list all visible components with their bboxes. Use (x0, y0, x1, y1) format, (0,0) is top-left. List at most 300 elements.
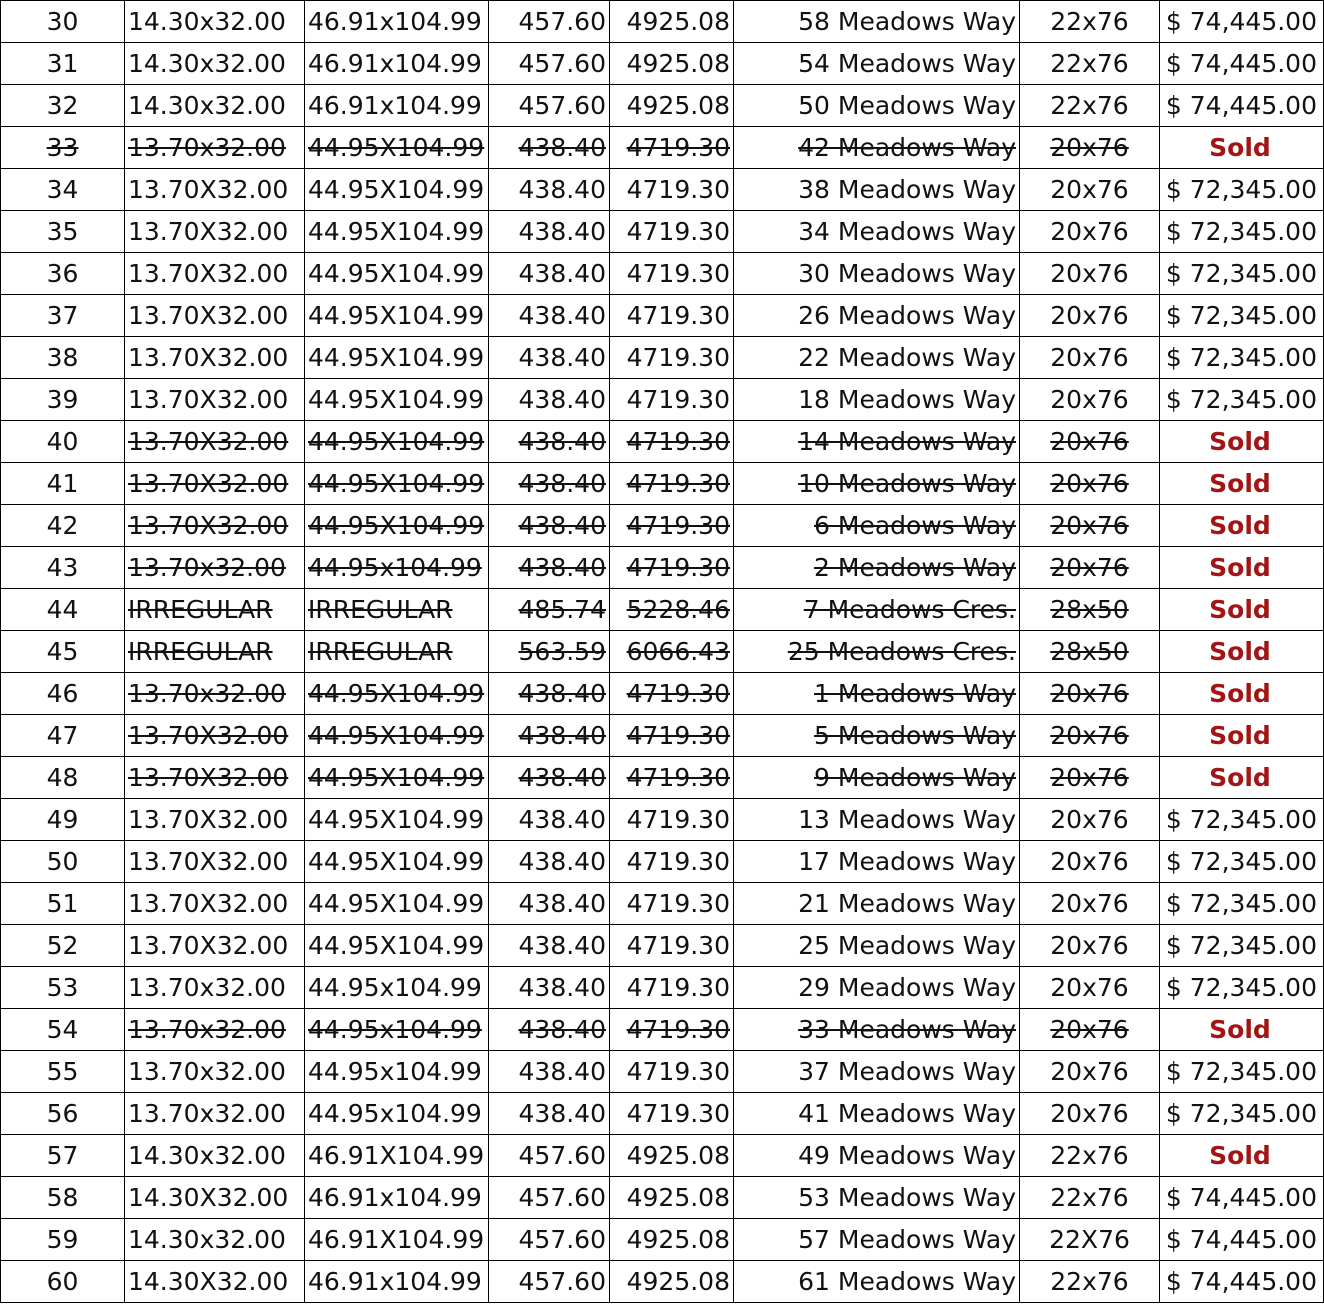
house-size-cell (1020, 673, 1160, 715)
area-sq-ft-cell (610, 757, 734, 799)
house-size-text: 20x76 (1050, 133, 1129, 162)
lot-size-text: 44.95x104.99 (308, 1057, 482, 1086)
house-size-text: 22x76 (1050, 1267, 1129, 1296)
house-size-cell (1020, 841, 1160, 883)
lot-number-text: 48 (46, 763, 79, 792)
building-size-cell (125, 967, 305, 1009)
area-sq-ft-cell (610, 1177, 734, 1219)
lot-number-cell (1, 883, 125, 925)
lot-size-text: 44.95X104.99 (308, 259, 485, 288)
area-sq-m-text: 438.40 (518, 385, 606, 414)
price-cell (1160, 1093, 1324, 1135)
price-cell (1160, 463, 1324, 505)
building-size-cell (125, 85, 305, 127)
building-size-text: 14.30x32.00 (128, 1141, 286, 1170)
table-row (1, 673, 1324, 715)
building-size-text: 14.30x32.00 (128, 7, 286, 36)
area-sq-ft-text: 4719.30 (626, 343, 730, 372)
building-size-text: 14.30x32.00 (128, 49, 286, 78)
address-cell (734, 1135, 1020, 1177)
area-sq-m-cell (489, 337, 610, 379)
table-row (1, 589, 1324, 631)
price-cell (1160, 925, 1324, 967)
lot-number-cell (1, 1009, 125, 1051)
lot-size-text: 44.95X104.99 (308, 805, 485, 834)
house-size-text: 20x76 (1050, 301, 1129, 330)
lot-size-text: 44.95X104.99 (308, 679, 485, 708)
lot-size-cell (305, 1135, 489, 1177)
address-cell (734, 127, 1020, 169)
price-text: Sold (1209, 511, 1271, 540)
price-text: $ 72,345.00 (1165, 217, 1317, 246)
building-size-text: 13.70x32.00 (128, 133, 286, 162)
area-sq-ft-cell (610, 799, 734, 841)
lot-size-text: 44.95X104.99 (308, 133, 485, 162)
lot-number-cell (1, 211, 125, 253)
address-cell (734, 253, 1020, 295)
lot-size-text: 44.95x104.99 (308, 1015, 482, 1044)
price-cell (1160, 1177, 1324, 1219)
area-sq-m-text: 457.60 (518, 1225, 606, 1254)
lot-number-text: 57 (46, 1141, 79, 1170)
table-row (1, 883, 1324, 925)
house-size-text: 20x76 (1050, 511, 1129, 540)
address-cell (734, 1177, 1020, 1219)
house-size-cell (1020, 925, 1160, 967)
table-row (1, 295, 1324, 337)
building-size-text: 13.70x32.00 (128, 553, 286, 582)
address-cell (734, 757, 1020, 799)
price-text: $ 74,445.00 (1165, 7, 1317, 36)
address-text: 58 Meadows Way (798, 7, 1016, 36)
area-sq-ft-text: 4925.08 (626, 1141, 730, 1170)
area-sq-m-text: 457.60 (518, 1267, 606, 1296)
price-text: Sold (1209, 637, 1271, 666)
lot-size-text: 44.95x104.99 (308, 973, 482, 1002)
building-size-text: 14.30X32.00 (128, 1267, 289, 1296)
address-cell (734, 547, 1020, 589)
table-row (1, 253, 1324, 295)
building-size-cell (125, 421, 305, 463)
price-cell (1160, 211, 1324, 253)
address-text: 9 Meadows Way (814, 763, 1016, 792)
price-cell (1160, 799, 1324, 841)
lot-number-cell (1, 841, 125, 883)
address-cell (734, 841, 1020, 883)
house-size-cell (1020, 295, 1160, 337)
price-text: $ 74,445.00 (1165, 1225, 1317, 1254)
table-row (1, 43, 1324, 85)
building-size-cell (125, 715, 305, 757)
lot-number-cell (1, 505, 125, 547)
area-sq-ft-text: 4925.08 (626, 49, 730, 78)
address-text: 61 Meadows Way (798, 1267, 1016, 1296)
table-row (1, 1093, 1324, 1135)
lot-number-text: 60 (46, 1267, 79, 1296)
address-cell (734, 1051, 1020, 1093)
house-size-text: 20x76 (1050, 217, 1129, 246)
price-text: $ 72,345.00 (1165, 973, 1317, 1002)
area-sq-m-cell (489, 1261, 610, 1303)
lot-size-cell (305, 43, 489, 85)
area-sq-m-cell (489, 1051, 610, 1093)
area-sq-m-cell (489, 1135, 610, 1177)
house-size-text: 20x76 (1050, 847, 1129, 876)
area-sq-ft-cell (610, 295, 734, 337)
building-size-cell (125, 463, 305, 505)
lot-number-text: 52 (46, 931, 79, 960)
address-text: 22 Meadows Way (798, 343, 1016, 372)
price-cell (1160, 1219, 1324, 1261)
house-size-cell (1020, 85, 1160, 127)
area-sq-ft-cell (610, 589, 734, 631)
lot-size-text: 46.91x104.99 (308, 1183, 482, 1212)
lot-size-cell (305, 295, 489, 337)
house-size-text: 20x76 (1050, 679, 1129, 708)
table-row (1, 967, 1324, 1009)
price-cell (1160, 505, 1324, 547)
house-size-cell (1020, 43, 1160, 85)
house-size-text: 20x76 (1050, 805, 1129, 834)
price-cell (1160, 1261, 1324, 1303)
address-text: 13 Meadows Way (798, 805, 1016, 834)
lot-number-text: 37 (46, 301, 79, 330)
price-cell (1160, 883, 1324, 925)
building-size-text: 13.70X32.00 (128, 847, 289, 876)
price-text: $ 74,445.00 (1165, 1183, 1317, 1212)
building-size-text: 13.70X32.00 (128, 931, 289, 960)
lot-number-text: 34 (46, 175, 79, 204)
address-text: 26 Meadows Way (798, 301, 1016, 330)
building-size-cell (125, 253, 305, 295)
table-row (1, 841, 1324, 883)
address-text: 18 Meadows Way (798, 385, 1016, 414)
area-sq-m-cell (489, 715, 610, 757)
address-text: 25 Meadows Way (798, 931, 1016, 960)
house-size-cell (1020, 1093, 1160, 1135)
lot-number-cell (1, 1051, 125, 1093)
area-sq-ft-text: 4719.30 (626, 175, 730, 204)
area-sq-ft-text: 4719.30 (626, 1015, 730, 1044)
lot-number-cell (1, 1219, 125, 1261)
area-sq-ft-cell (610, 1093, 734, 1135)
building-size-text: 13.70X32.00 (128, 763, 289, 792)
building-size-text: 13.70X32.00 (128, 721, 289, 750)
area-sq-ft-cell (610, 1, 734, 43)
house-size-cell (1020, 1009, 1160, 1051)
lots-table-body (1, 1, 1324, 1303)
house-size-text: 20x76 (1050, 553, 1129, 582)
building-size-cell (125, 211, 305, 253)
area-sq-m-cell (489, 673, 610, 715)
table-row (1, 1261, 1324, 1303)
lot-number-text: 30 (46, 7, 79, 36)
building-size-text: 13.70X32.00 (128, 343, 289, 372)
lot-number-text: 35 (46, 217, 79, 246)
building-size-cell (125, 799, 305, 841)
price-cell (1160, 1135, 1324, 1177)
area-sq-ft-text: 4719.30 (626, 847, 730, 876)
house-size-text: 20x76 (1050, 259, 1129, 288)
house-size-cell (1020, 631, 1160, 673)
lot-number-text: 56 (46, 1099, 79, 1128)
lot-number-text: 55 (46, 1057, 79, 1086)
address-text: 41 Meadows Way (798, 1099, 1016, 1128)
house-size-text: 28x50 (1050, 637, 1129, 666)
area-sq-ft-text: 4719.30 (626, 469, 730, 498)
building-size-text: 13.70x32.00 (128, 973, 286, 1002)
area-sq-m-cell (489, 379, 610, 421)
area-sq-ft-cell (610, 925, 734, 967)
area-sq-m-text: 563.59 (518, 637, 606, 666)
area-sq-m-cell (489, 967, 610, 1009)
price-cell (1160, 1009, 1324, 1051)
price-text: Sold (1209, 553, 1271, 582)
address-text: 30 Meadows Way (798, 259, 1016, 288)
lot-number-cell (1, 43, 125, 85)
building-size-cell (125, 379, 305, 421)
building-size-cell (125, 43, 305, 85)
lot-size-text: 44.95X104.99 (308, 385, 485, 414)
lot-size-cell (305, 421, 489, 463)
lot-size-cell (305, 379, 489, 421)
price-cell (1160, 631, 1324, 673)
building-size-cell (125, 589, 305, 631)
area-sq-ft-text: 4719.30 (626, 133, 730, 162)
area-sq-ft-text: 4719.30 (626, 553, 730, 582)
table-row (1, 1009, 1324, 1051)
building-size-text: IRREGULAR (128, 595, 273, 624)
house-size-cell (1020, 967, 1160, 1009)
address-text: 38 Meadows Way (798, 175, 1016, 204)
area-sq-ft-text: 4719.30 (626, 427, 730, 456)
address-cell (734, 505, 1020, 547)
price-text: $ 72,345.00 (1165, 805, 1317, 834)
house-size-cell (1020, 463, 1160, 505)
lot-size-cell (305, 715, 489, 757)
house-size-cell (1020, 883, 1160, 925)
area-sq-m-text: 438.40 (518, 469, 606, 498)
area-sq-ft-text: 4925.08 (626, 1225, 730, 1254)
address-cell (734, 883, 1020, 925)
lot-number-text: 38 (46, 343, 79, 372)
address-text: 57 Meadows Way (798, 1225, 1016, 1254)
address-cell (734, 463, 1020, 505)
price-text: Sold (1209, 763, 1271, 792)
lot-size-cell (305, 1177, 489, 1219)
lot-size-cell (305, 883, 489, 925)
lot-number-text: 58 (46, 1183, 79, 1212)
area-sq-m-text: 438.40 (518, 217, 606, 246)
lot-number-text: 31 (46, 49, 79, 78)
area-sq-ft-cell (610, 841, 734, 883)
area-sq-m-cell (489, 211, 610, 253)
address-cell (734, 337, 1020, 379)
price-text: Sold (1209, 133, 1271, 162)
address-text: 50 Meadows Way (798, 91, 1016, 120)
price-cell (1160, 253, 1324, 295)
area-sq-ft-text: 6066.43 (626, 637, 730, 666)
lot-number-text: 46 (46, 679, 79, 708)
house-size-text: 20x76 (1050, 721, 1129, 750)
lot-number-text: 47 (46, 721, 79, 750)
address-text: 25 Meadows Cres. (787, 637, 1016, 666)
area-sq-m-text: 438.40 (518, 427, 606, 456)
building-size-text: 13.70x32.00 (128, 1057, 286, 1086)
area-sq-m-cell (489, 841, 610, 883)
price-cell (1160, 295, 1324, 337)
table-row (1, 169, 1324, 211)
area-sq-m-text: 438.40 (518, 133, 606, 162)
price-text: $ 72,345.00 (1165, 889, 1317, 918)
house-size-text: 20x76 (1050, 1057, 1129, 1086)
house-size-cell (1020, 799, 1160, 841)
lot-size-text: 44.95x104.99 (308, 553, 482, 582)
building-size-text: 13.70X32.00 (128, 469, 289, 498)
lot-number-text: 39 (46, 385, 79, 414)
area-sq-ft-cell (610, 1051, 734, 1093)
lot-number-text: 33 (46, 133, 79, 162)
area-sq-ft-cell (610, 883, 734, 925)
area-sq-ft-text: 4719.30 (626, 511, 730, 540)
address-text: 5 Meadows Way (814, 721, 1016, 750)
area-sq-ft-text: 4719.30 (626, 217, 730, 246)
price-text: Sold (1209, 595, 1271, 624)
table-row (1, 505, 1324, 547)
area-sq-ft-cell (610, 547, 734, 589)
area-sq-m-text: 438.40 (518, 847, 606, 876)
price-text: $ 72,345.00 (1165, 259, 1317, 288)
price-text: Sold (1209, 1015, 1271, 1044)
area-sq-ft-cell (610, 253, 734, 295)
area-sq-ft-text: 4719.30 (626, 679, 730, 708)
price-cell (1160, 589, 1324, 631)
area-sq-ft-text: 4925.08 (626, 1267, 730, 1296)
area-sq-ft-text: 4719.30 (626, 301, 730, 330)
area-sq-m-cell (489, 463, 610, 505)
building-size-cell (125, 673, 305, 715)
building-size-cell (125, 841, 305, 883)
address-text: 37 Meadows Way (798, 1057, 1016, 1086)
building-size-cell (125, 1177, 305, 1219)
house-size-text: 20x76 (1050, 343, 1129, 372)
lot-number-cell (1, 673, 125, 715)
area-sq-m-text: 438.40 (518, 259, 606, 288)
address-text: 7 Meadows Cres. (803, 595, 1016, 624)
building-size-cell (125, 1219, 305, 1261)
house-size-text: 20x76 (1050, 469, 1129, 498)
address-cell (734, 1261, 1020, 1303)
area-sq-ft-text: 4719.30 (626, 931, 730, 960)
address-text: 14 Meadows Way (798, 427, 1016, 456)
address-cell (734, 631, 1020, 673)
price-cell (1160, 715, 1324, 757)
lot-number-text: 45 (46, 637, 79, 666)
area-sq-ft-text: 5228.46 (626, 595, 730, 624)
area-sq-ft-cell (610, 1135, 734, 1177)
lot-number-text: 59 (46, 1225, 79, 1254)
lot-size-text: 46.91x104.99 (308, 7, 482, 36)
lot-number-text: 44 (46, 595, 79, 624)
area-sq-ft-text: 4719.30 (626, 385, 730, 414)
lot-size-cell (305, 1051, 489, 1093)
price-text: Sold (1209, 721, 1271, 750)
area-sq-ft-cell (610, 421, 734, 463)
table-row (1, 1051, 1324, 1093)
area-sq-m-cell (489, 547, 610, 589)
price-text: $ 72,345.00 (1165, 343, 1317, 372)
lot-number-text: 41 (46, 469, 79, 498)
address-cell (734, 43, 1020, 85)
lot-size-text: 44.95X104.99 (308, 889, 485, 918)
area-sq-m-cell (489, 1009, 610, 1051)
area-sq-m-cell (489, 127, 610, 169)
address-text: 49 Meadows Way (798, 1141, 1016, 1170)
house-size-text: 20x76 (1050, 763, 1129, 792)
house-size-text: 20x76 (1050, 385, 1129, 414)
area-sq-ft-text: 4719.30 (626, 1057, 730, 1086)
lot-size-cell (305, 925, 489, 967)
area-sq-m-text: 438.40 (518, 301, 606, 330)
area-sq-m-cell (489, 925, 610, 967)
house-size-text: 20x76 (1050, 175, 1129, 204)
area-sq-ft-cell (610, 211, 734, 253)
lot-size-text: 44.95X104.99 (308, 721, 485, 750)
house-size-cell (1020, 1177, 1160, 1219)
area-sq-ft-cell (610, 505, 734, 547)
area-sq-m-text: 438.40 (518, 1057, 606, 1086)
lot-size-text: 44.95X104.99 (308, 175, 485, 204)
house-size-cell (1020, 253, 1160, 295)
lot-number-text: 36 (46, 259, 79, 288)
address-cell (734, 379, 1020, 421)
area-sq-ft-cell (610, 673, 734, 715)
area-sq-m-text: 438.40 (518, 511, 606, 540)
lot-size-text: 46.91x104.99 (308, 91, 482, 120)
lot-size-text: 44.95x104.99 (308, 1099, 482, 1128)
lot-size-text: 44.95X104.99 (308, 301, 485, 330)
house-size-text: 28x50 (1050, 595, 1129, 624)
area-sq-ft-text: 4719.30 (626, 763, 730, 792)
address-cell (734, 967, 1020, 1009)
address-text: 10 Meadows Way (798, 469, 1016, 498)
house-size-text: 20x76 (1050, 973, 1129, 1002)
area-sq-m-text: 457.60 (518, 7, 606, 36)
house-size-cell (1020, 1051, 1160, 1093)
price-cell (1160, 757, 1324, 799)
lot-size-text: 44.95X104.99 (308, 427, 485, 456)
building-size-cell (125, 505, 305, 547)
area-sq-m-cell (489, 1, 610, 43)
lot-number-cell (1, 379, 125, 421)
lot-number-cell (1, 799, 125, 841)
price-cell (1160, 1, 1324, 43)
price-text: $ 74,445.00 (1165, 1267, 1317, 1296)
building-size-text: 13.70X32.00 (128, 511, 289, 540)
price-text: $ 74,445.00 (1165, 49, 1317, 78)
building-size-cell (125, 1051, 305, 1093)
address-text: 42 Meadows Way (798, 133, 1016, 162)
house-size-text: 20x76 (1050, 1015, 1129, 1044)
building-size-cell (125, 1135, 305, 1177)
area-sq-m-cell (489, 85, 610, 127)
lot-size-cell (305, 589, 489, 631)
area-sq-ft-cell (610, 463, 734, 505)
area-sq-m-text: 438.40 (518, 1015, 606, 1044)
lot-number-cell (1, 925, 125, 967)
area-sq-ft-cell (610, 169, 734, 211)
lot-number-cell (1, 463, 125, 505)
